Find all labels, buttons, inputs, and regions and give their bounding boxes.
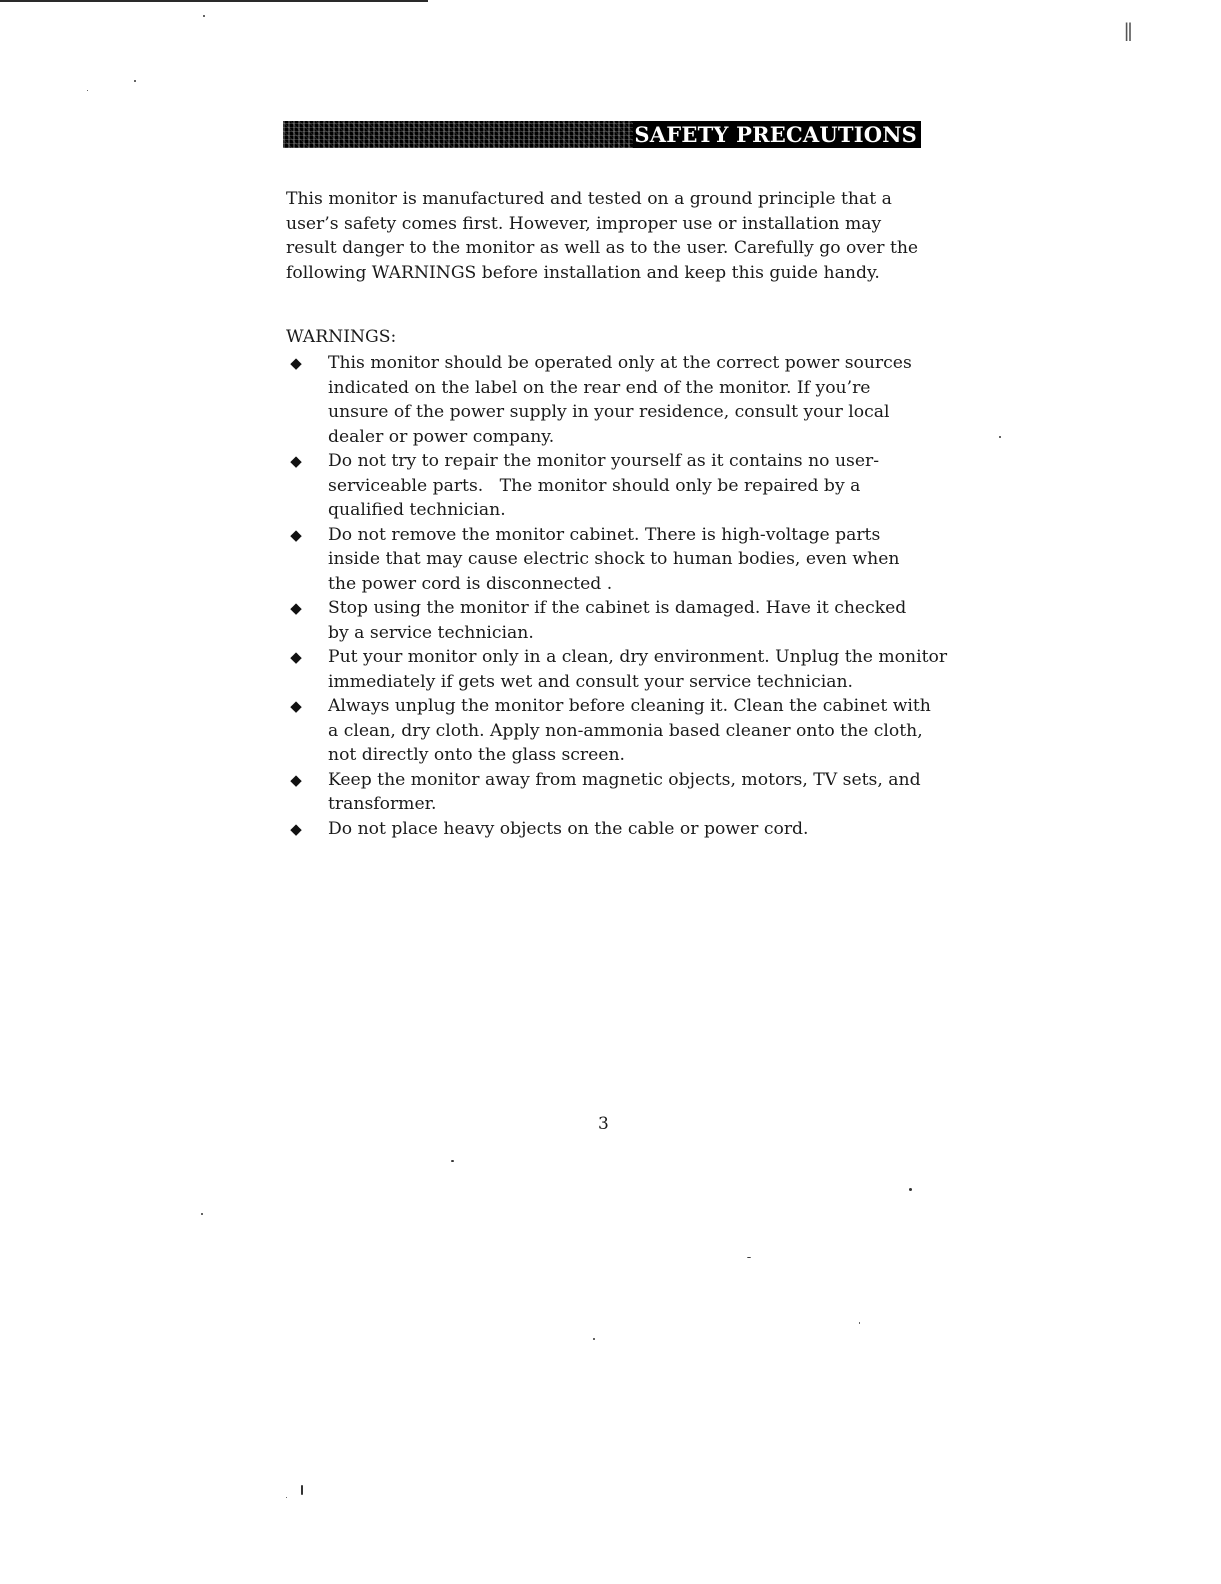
warning-item xyxy=(286,768,938,817)
scan-speck xyxy=(134,80,136,82)
scan-speck xyxy=(301,1485,303,1495)
warning-text: Stop using the monitor if the cabinet is damaged. Have it checked by a service technician. xyxy=(328,598,907,643)
diamond-bullet-icon: ◆ xyxy=(290,770,302,789)
warning-text: Always unplug the monitor before cleaning it. Clean the cabinet with a clean, dry cloth. Apply non-ammonia based cleaner onto the cloth, not directly onto the glass screen. xyxy=(328,696,931,765)
warning-item xyxy=(286,596,918,645)
warning-text: Do not remove the monitor cabinet. There is high-voltage parts inside that may cause electric shock to human bodies, even when the power cord is disconnected . xyxy=(328,524,900,594)
scan-speck xyxy=(999,436,1001,438)
section-title: SAFETY PRECAUTIONS xyxy=(634,122,917,147)
warning-text: Put your monitor only in a clean, dry environment. Unplug the monitor immediately if gets wet and consult your service technician. xyxy=(328,647,948,692)
scan-speck xyxy=(286,1497,287,1498)
corner-mark: ∥ xyxy=(1123,20,1133,44)
diamond-bullet-icon: ◆ xyxy=(290,354,302,372)
warnings-list xyxy=(286,351,946,841)
warnings-heading: WARNINGS: xyxy=(286,327,397,347)
warning-item xyxy=(286,449,888,523)
scan-speck xyxy=(909,1188,912,1191)
diamond-bullet-icon: ◆ xyxy=(290,648,302,666)
intro-paragraph: This monitor is manufactured and tested on a ground principle that a user’s safety comes first. However, improper use or installation may result danger to the monitor as well as to the user. Carefully go over the following WARNINGS before installation and keep this guide handy. xyxy=(286,189,919,283)
section-header-bar xyxy=(283,121,921,148)
diamond-bullet-icon: ◆ xyxy=(290,697,302,715)
warning-text: Do not try to repair the monitor yourself as it contains no user-serviceable parts. The monitor should only be repaired by a qualified technician. xyxy=(328,451,880,520)
scan-speck xyxy=(747,1257,751,1258)
diamond-bullet-icon: ◆ xyxy=(290,599,302,617)
diamond-bullet-icon: ◆ xyxy=(290,525,302,544)
warning-item xyxy=(286,694,938,768)
header-halftone-pattern xyxy=(283,121,633,148)
warning-item xyxy=(286,645,948,694)
scan-speck xyxy=(859,1322,860,1324)
diamond-bullet-icon: ◆ xyxy=(290,452,302,470)
scan-speck xyxy=(203,15,205,17)
warning-item xyxy=(286,523,918,597)
scan-speck xyxy=(201,1213,203,1215)
scan-speck xyxy=(593,1338,595,1340)
warning-item xyxy=(286,817,938,842)
scan-speck xyxy=(451,1160,454,1162)
page-number: 3 xyxy=(598,1114,609,1134)
warning-text: Keep the monitor away from magnetic objects, motors, TV sets, and transformer. xyxy=(328,769,921,814)
scan-speck xyxy=(87,90,88,91)
warning-text: This monitor should be operated only at the correct power sources indicated on the label on the rear end of the monitor. If you’re unsure of the power supply in your residence, consult your local dealer or power company. xyxy=(328,353,912,447)
diamond-bullet-icon: ◆ xyxy=(290,819,302,838)
warning-text: Do not place heavy objects on the cable or power cord. xyxy=(328,818,809,839)
scan-edge-line xyxy=(0,0,428,2)
warning-item xyxy=(286,351,928,449)
